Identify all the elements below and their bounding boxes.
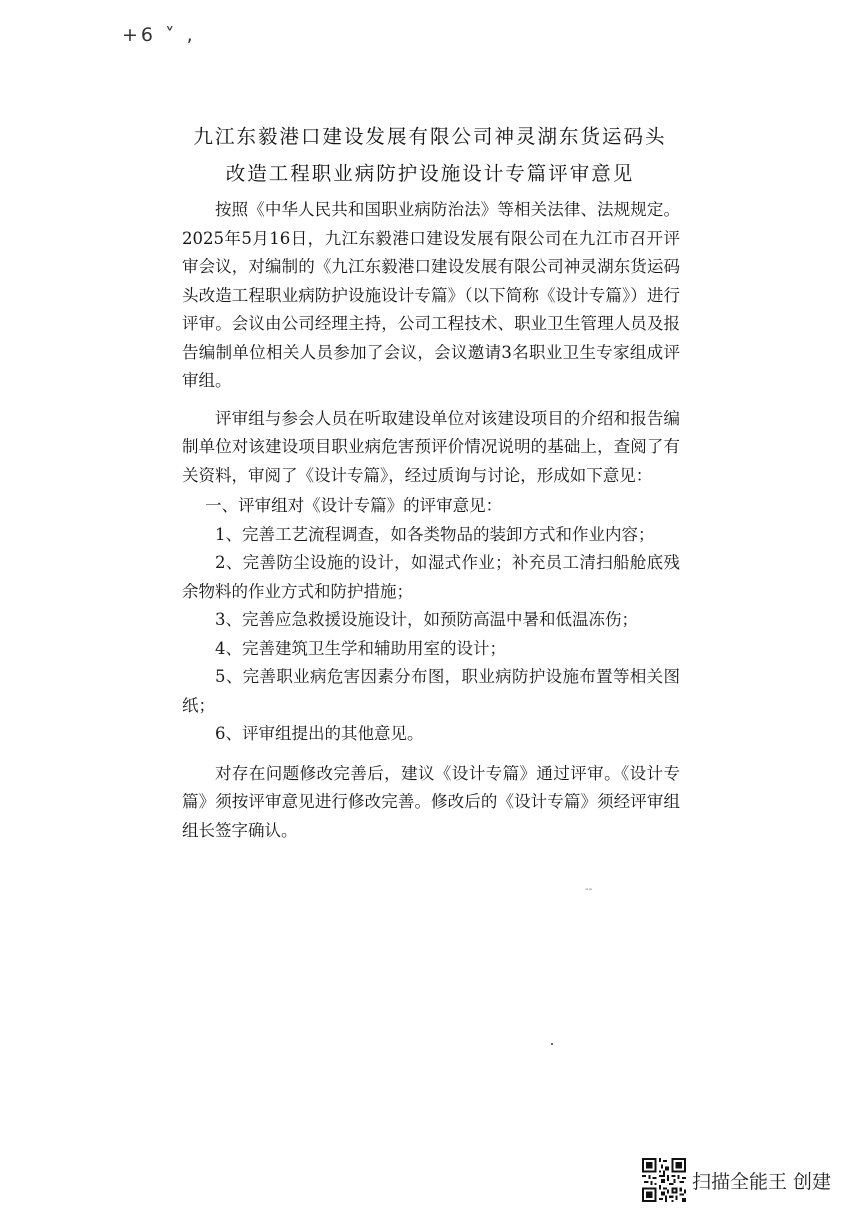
- scan-speck: [551, 1043, 553, 1045]
- qr-code-icon: [642, 1158, 686, 1202]
- opinion-item: 1、完善工艺流程调查，如各类物品的装卸方式和作业内容；: [215, 524, 655, 544]
- watermark-text: 扫描全能王 创建: [692, 1170, 832, 1193]
- scanner-watermark: [642, 1158, 831, 1202]
- document-title-line-1: 九江东毅港口建设发展有限公司神灵湖东货运码头: [193, 125, 667, 148]
- opinion-item: 5、完善职业病危害因素分布图，职业病防护设施布置等相关图纸；: [182, 667, 680, 715]
- opinion-item: 6、评审组提出的其他意见。: [215, 724, 424, 743]
- process-paragraph: 评审组与参会人员在听取建设单位对该建设项目的介绍和报告编制单位对该建设项目职业病危害预评价情况说明的基础上，查阅了有关资料，审阅了《设计专篇》，经过质询与讨论，形成如下意见：: [182, 408, 680, 485]
- opinion-item: 2、完善防尘设施的设计，如湿式作业；补充员工清扫船舱底残余物料的作业方式和防护措施；: [182, 553, 680, 601]
- opinion-item: 4、完善建筑卫生学和辅助用室的设计；: [215, 638, 506, 658]
- intro-paragraph: 按照《中华人民共和国职业病防治法》等相关法律、法规规定。2025年5月16日，九江东毅港口建设发展有限公司在九江市召开评审会议，对编制的《九江东毅港口建设发展有限公司神灵湖东货运码头改造工程职业病防护设施设计专篇》（以下简称《设计专篇》）进行评审。会议由公司经理主持，公司工程技术、职业卫生管理人员及报告编制单位相关人员参加了会议，会议邀请3名职业卫生专家组成评审组。: [182, 200, 680, 390]
- document-body: [182, 196, 680, 845]
- opinion-section-heading: 一、评审组对《设计专篇》的评审意见：: [205, 496, 503, 515]
- opinion-list: [182, 521, 680, 749]
- page-number: +6 ˅ ,: [122, 24, 196, 46]
- opinion-item: 3、完善应急救援设施设计，如预防高温中暑和低温冻伤；: [215, 610, 638, 629]
- conclusion-paragraph: 对存在问题修改完善后，建议《设计专篇》通过评审。《设计专篇》须按评审意见进行修改完善。修改后的《设计专篇》须经评审组组长签字确认。: [182, 763, 680, 840]
- stray-mark: --: [585, 884, 593, 895]
- document-title-line-2: 改造工程职业病防护设施设计专篇评审意见: [225, 162, 635, 185]
